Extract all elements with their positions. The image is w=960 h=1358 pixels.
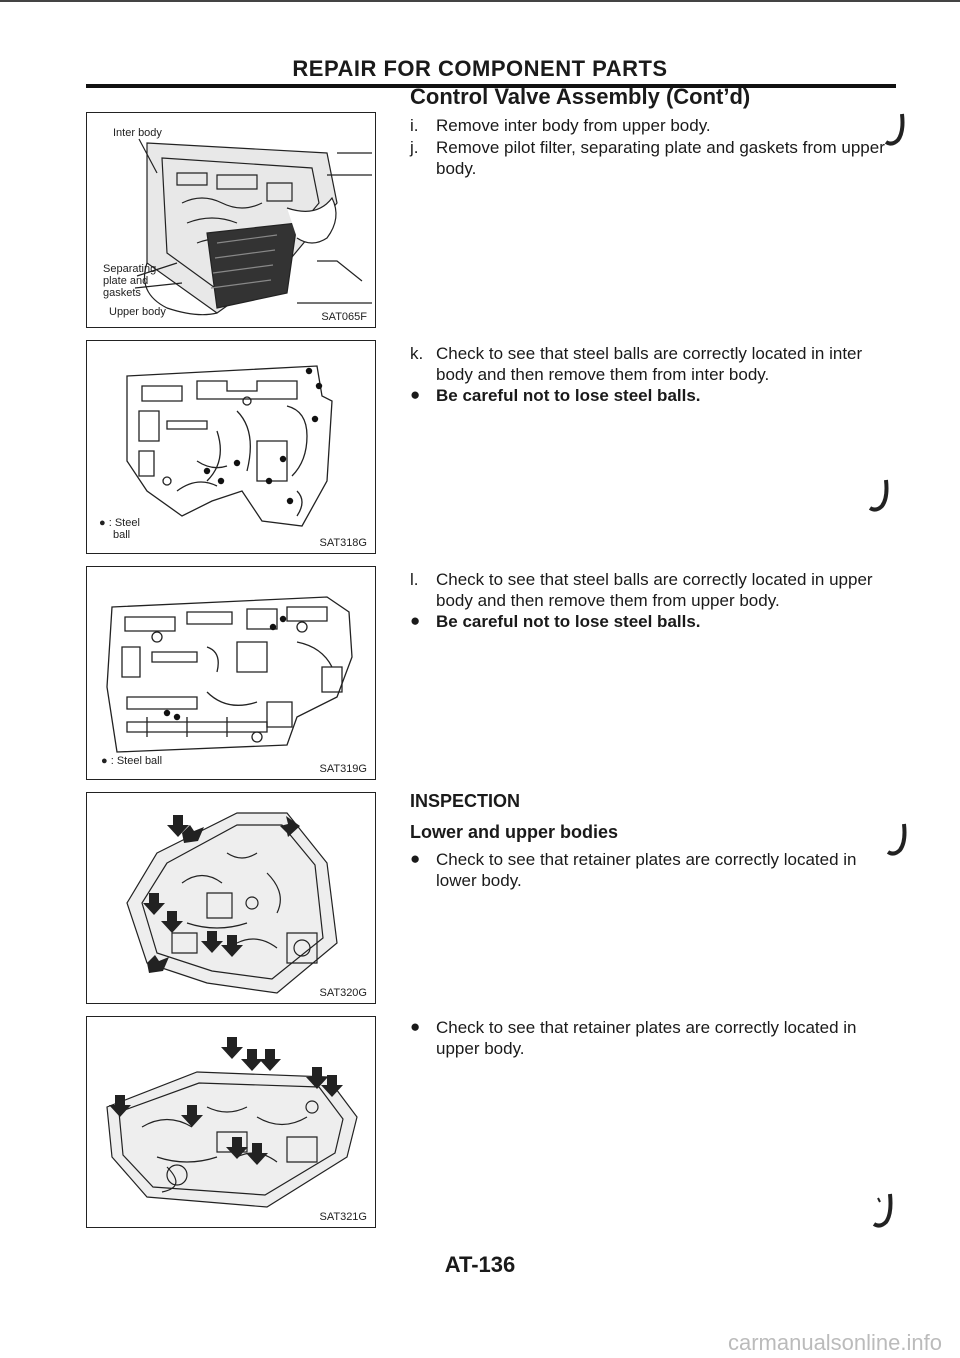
step-k-marker: k. (410, 344, 424, 363)
figure-lower-body-retainer-plates (86, 792, 376, 1004)
lower-body-illustration (87, 793, 375, 1003)
label-gaskets: gaskets (103, 287, 141, 299)
page-number: AT-136 (444, 1252, 516, 1277)
bullet-icon: ● (410, 849, 421, 868)
figure-inter-body-removal (86, 112, 376, 328)
step-l-caution: Be careful not to lose steel balls. (436, 612, 701, 631)
step-i-text: Remove inter body from upper body. (436, 116, 711, 135)
figure-code: SAT065F (321, 311, 367, 323)
figure-upper-body-retainer-plates (86, 1016, 376, 1228)
bullet-icon: ● (410, 385, 421, 404)
bullet-icon: ● (410, 611, 421, 630)
watermark: carmanualsonline.info (727, 1330, 942, 1355)
step-l-line2: body and then remove them from upper body. (436, 591, 780, 610)
upper-body-diagram (87, 567, 375, 779)
label-plate-and: plate and (103, 275, 149, 287)
top-rule (0, 0, 960, 2)
label-inter-body: Inter body (113, 127, 162, 139)
figure-code: SAT318G (319, 537, 367, 549)
figure-upper-body-steel-balls (86, 566, 376, 780)
inspection-heading: INSPECTION (410, 791, 521, 811)
check-mark-icon (868, 478, 896, 514)
step-j-line2: body. (436, 159, 477, 178)
page-header: REPAIR FOR COMPONENT PARTS (292, 56, 668, 81)
label-separating: Separating (103, 263, 157, 275)
check-mark-icon (884, 822, 912, 858)
inspection-bullet2-line2: upper body. (436, 1039, 525, 1058)
inspection-bullet1-line2: lower body. (436, 871, 522, 890)
section-title: Control Valve Assembly (Cont’d) (410, 84, 751, 109)
step-l-marker: l. (410, 570, 419, 589)
inspection-subheading: Lower and upper bodies (410, 822, 619, 842)
step-k-line1: Check to see that steel balls are correctly located in inter (436, 344, 863, 363)
check-mark-icon (882, 112, 910, 148)
step-k-caution: Be careful not to lose steel balls. (436, 386, 701, 405)
step-k-line2: body and then remove them from inter body. (436, 365, 770, 384)
steel-ball-legend-line1: ● : Steel (99, 517, 140, 529)
bullet-icon: ● (410, 1017, 421, 1036)
inspection-bullet2-line1: Check to see that retainer plates are correctly located in (436, 1018, 857, 1037)
step-j-line1: Remove pilot filter, separating plate and gaskets from upper (436, 138, 885, 157)
step-j-marker: j. (410, 138, 419, 157)
step-l-line1: Check to see that steel balls are correctly located in upper (436, 570, 873, 589)
figure-code: SAT320G (319, 987, 367, 999)
label-upper-body: Upper body (109, 306, 166, 318)
inspection-bullet1-line1: Check to see that retainer plates are correctly located in (436, 850, 857, 869)
step-i-marker: i. (410, 116, 419, 135)
figure-code: SAT319G (319, 763, 367, 775)
steel-ball-legend: ● : Steel ball (101, 755, 163, 767)
steel-ball-legend-line2: ball (113, 529, 131, 541)
figure-code: SAT321G (319, 1211, 367, 1223)
upper-body-illustration (87, 1017, 375, 1227)
figure-inter-body-steel-balls (86, 340, 376, 554)
check-mark-icon (870, 1190, 900, 1230)
